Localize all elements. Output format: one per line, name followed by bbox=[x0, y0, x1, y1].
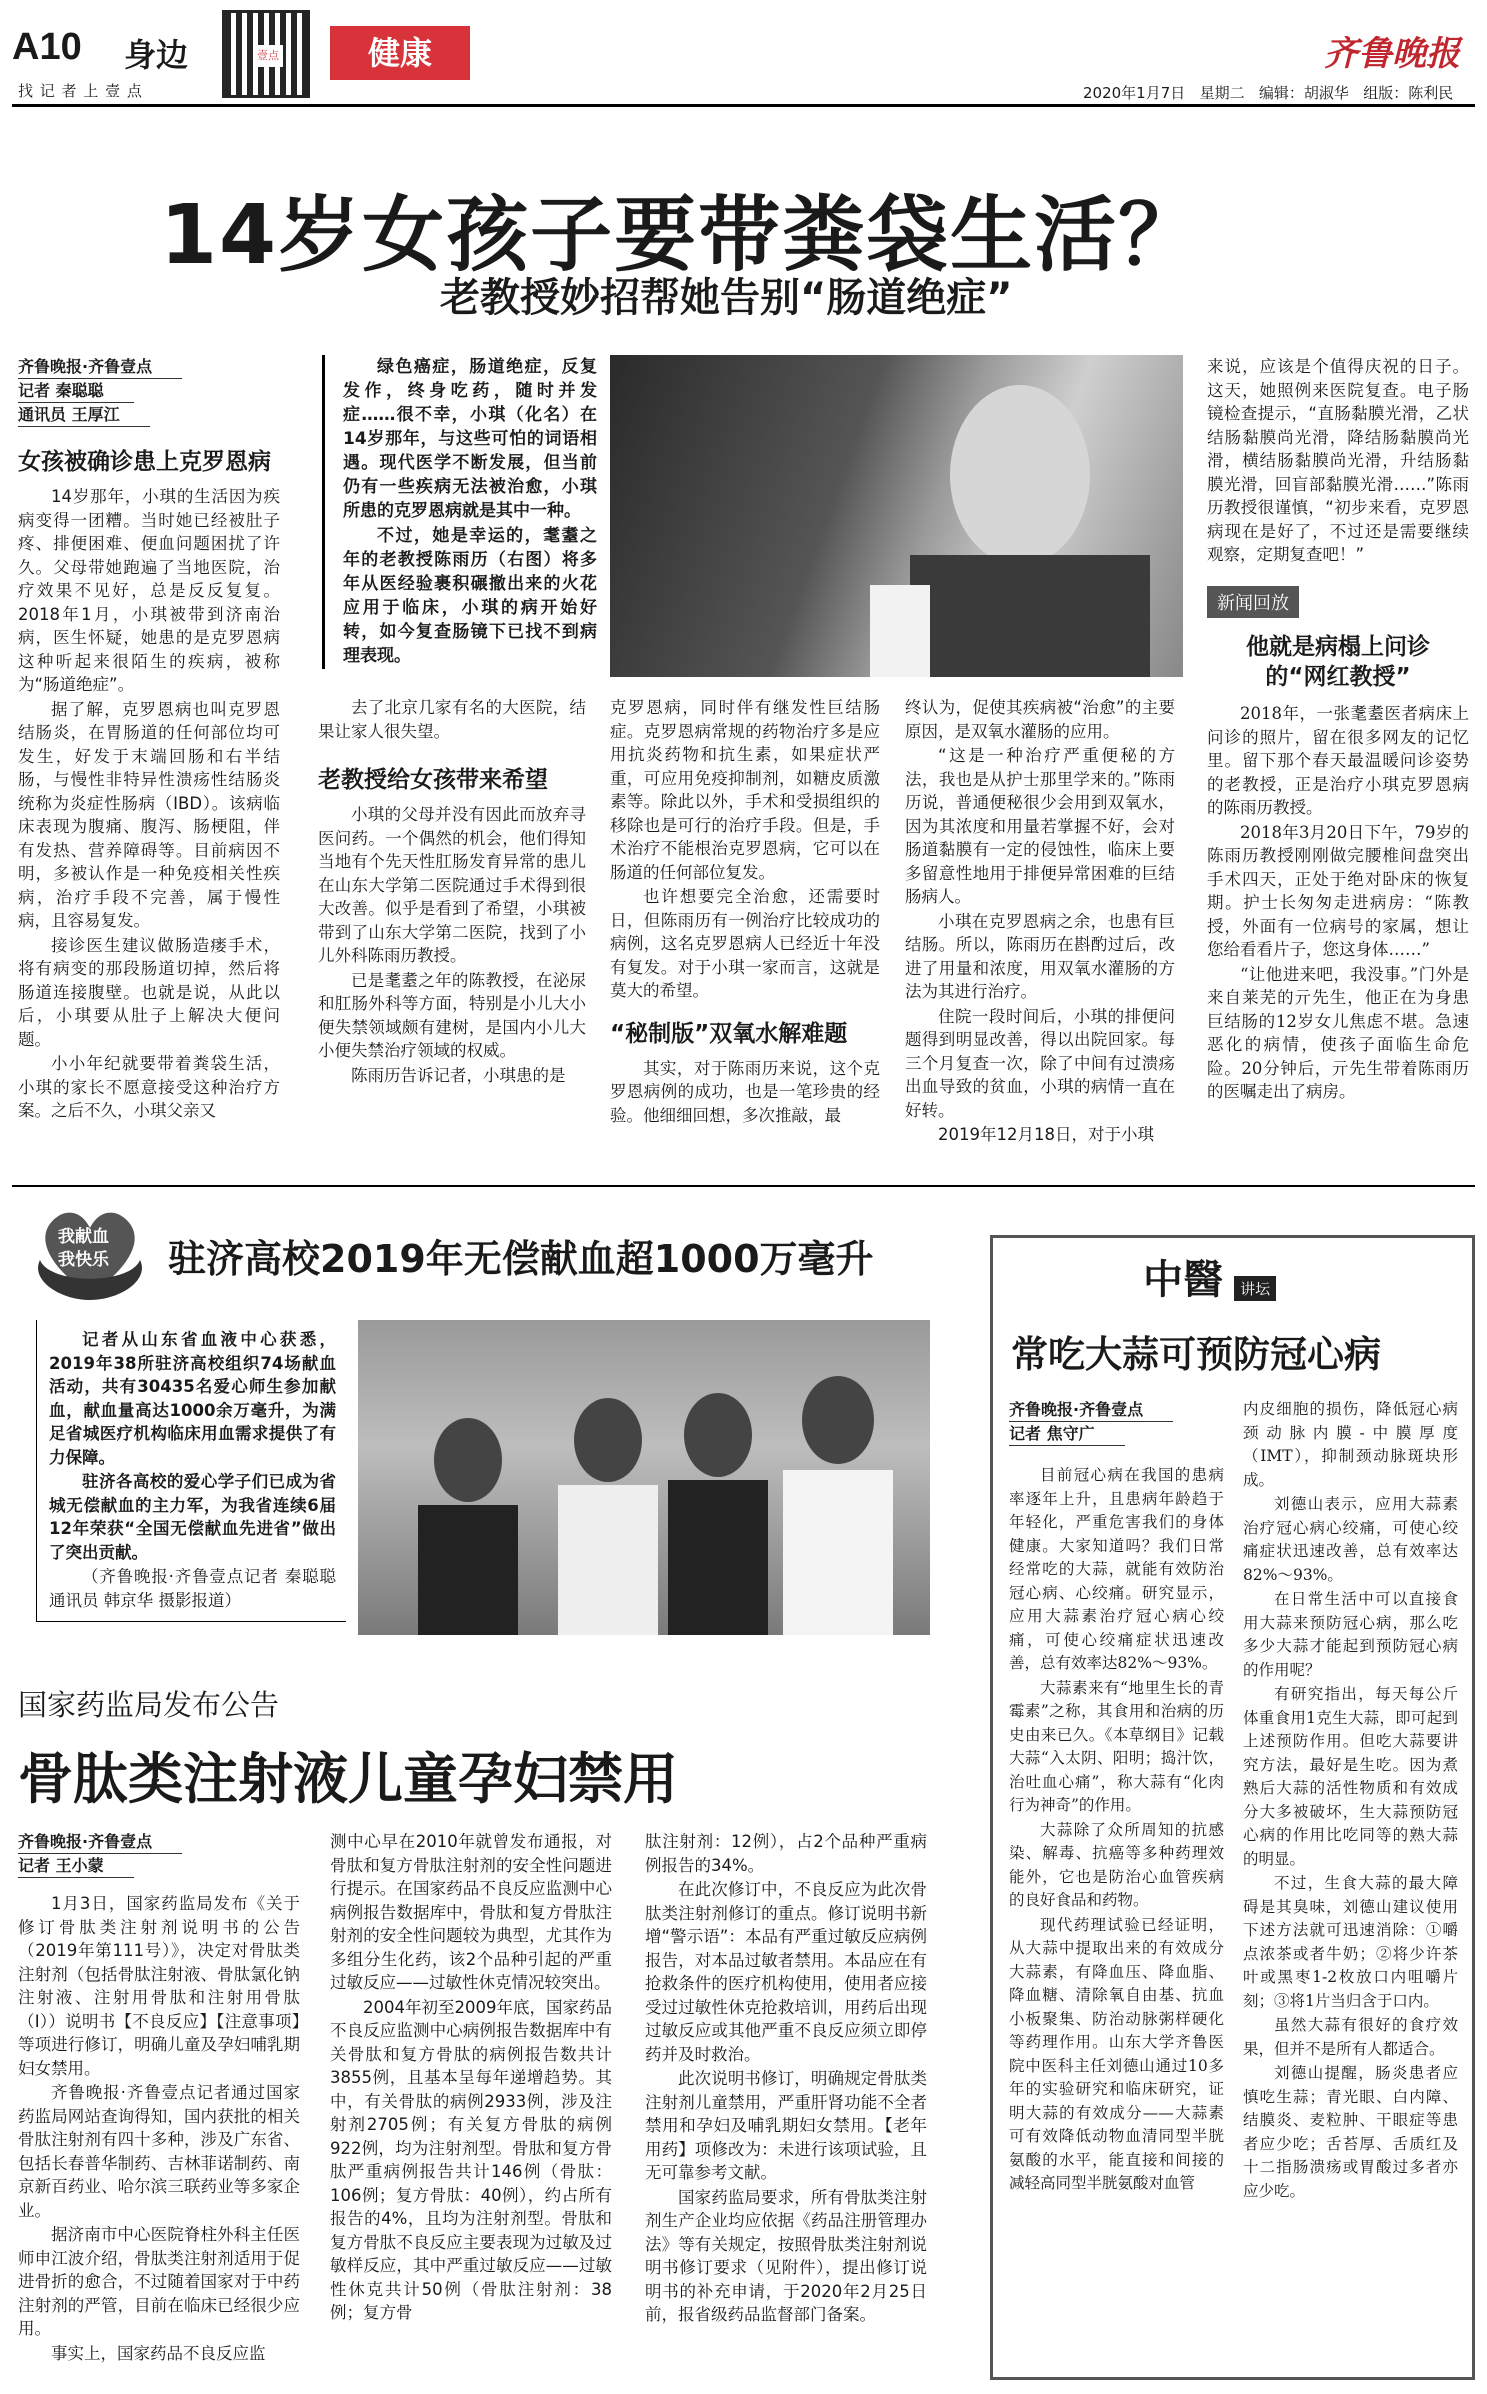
header-rule bbox=[12, 104, 1475, 107]
page-number: A10 bbox=[12, 26, 82, 68]
tcm-logo-sub: 讲坛 bbox=[1234, 1276, 1276, 1301]
tcm-logo-text: 中醫 bbox=[1143, 1256, 1223, 1303]
byline-line: 齐鲁晚报·齐鲁壹点 bbox=[1009, 1398, 1173, 1422]
paragraph: “这是一种治疗严重便秘的方法，我也是从护士那里学来的。”陈雨历说，普通便秘很少会用到双氧水，因为其浓度和用量若掌握不好，会对肠道黏膜有一定的侵蚀性，临床上要多留意性地用于排便异常困难的巨结肠病人。 bbox=[905, 746, 1175, 906]
paragraph: 有研究指出，每天每公斤体重食用1克生大蒜，即可起到上述预防作用。但吃大蒜要讲究方法，最好是生吃。因为煮熟后大蒜的活性物质和有效成分大多被破坏，生大蒜预防冠心病的作用比吃同等的熟大蒜的明显。 bbox=[1243, 1685, 1458, 1868]
garlic-col-a bbox=[1009, 1398, 1224, 2197]
qr-code-icon[interactable] bbox=[222, 10, 310, 98]
story1-col3 bbox=[610, 696, 880, 1128]
paragraph: 2004年初至2009年底，国家药品不良反应监测中心病例报告数据库中有关骨肽和复方骨肽的病例报告数共计3855例，且基本呈每年递增趋势。其中，有关骨肽的病例2933例，涉及注射剂2705例；有关复方骨肽的病例922例，均为注射剂型。骨肽和复方骨肽严重病例报告共计146例（骨肽：106例；复方骨肽：40例），约占所有报告的4%，且均为注射剂型。骨肽和复方骨肽不良反应主要表现为过敏及过敏样反应，其中严重过敏反应——过敏性休克共计50例（骨肽注射剂：38例；复方骨 bbox=[330, 1997, 612, 2322]
story1-subhead-2: 老教授给女孩带来希望 bbox=[318, 767, 548, 793]
paragraph: 已是耄耋之年的陈教授，在泌尿和肛肠外科等方面，特别是小儿大小便失禁领域颇有建树，是国内小儿大小便失禁治疗领域的权威。 bbox=[318, 970, 586, 1060]
byline-line: 记者 王小蒙 bbox=[18, 1854, 134, 1878]
byline-line: 齐鲁晚报·齐鲁壹点 bbox=[18, 355, 182, 379]
paragraph: 在此次修订中，不良反应为此次骨肽类注射剂修订的重点。修订说明书新增“警示语”：本品有严重过敏反应病例报告，对本品过敏者禁用。本品应在有抢救条件的医疗机构使用，使用者应接受过过敏性休克抢救培训，用药后出现过敏反应或其他严重不良反应须立即停药并及时救治。 bbox=[645, 1880, 927, 2064]
blood-headline: 驻济高校2019年无偿献血超1000万毫升 bbox=[168, 1237, 874, 1281]
story1-subhead-1: 女孩被确诊患上克罗恩病 bbox=[18, 449, 271, 475]
page-header bbox=[0, 0, 1487, 112]
badge-line-1: 我献血 bbox=[58, 1227, 109, 1247]
paragraph: 虽然大蒜有很好的食疗效果，但并不是所有人都适合。 bbox=[1243, 2016, 1458, 2058]
paragraph: 刘德山提醒，肠炎患者应慎吃生蒜；青光眼、白内障、结膜炎、麦粒肿、干眼症等患者应少吃；舌苔厚、舌质红及十二指肠溃疡或胃酸过多者亦应少吃。 bbox=[1243, 2064, 1458, 2200]
blood-lead bbox=[36, 1320, 346, 1622]
paragraph: 据济南市中心医院脊柱外科主任医师申江波介绍，骨肽类注射剂适用于促进骨折的愈合，不过随着国家对于中药注射剂的严管，目前在临床已经很少应用。 bbox=[18, 2225, 300, 2338]
meta-date: 2020年1月7日 bbox=[1083, 84, 1186, 102]
paragraph: 接诊医生建议做肠造瘘手术，将有病变的那段肠道切掉，然后将肠道连接腹壁。也就是说，从此以后，小琪要从肚子上解决大便问题。 bbox=[18, 935, 280, 1049]
lead-paragraph: 记者从山东省血液中心获悉，2019年38所驻济高校组织74场献血活动，共有30435名爱心师生参加献血，献血量高达1000余万毫升，为满足省城医疗机构临床用血需求提供了有力保障。 bbox=[49, 1330, 336, 1467]
meta-weekday: 星期二 bbox=[1199, 84, 1245, 102]
students-photo bbox=[358, 1320, 930, 1635]
photo-credit: （齐鲁晚报·齐鲁壹点记者 秦聪聪 通讯员 韩京华 摄影报道） bbox=[49, 1567, 336, 1610]
paragraph: 在日常生活中可以直接食用大蒜来预防冠心病，那么吃多少大蒜才能起到预防冠心病的作用呢？ bbox=[1243, 1590, 1458, 1679]
paragraph: 不过，生食大蒜的最大障碍是其臭味，刘德山建议使用下述方法就可迅速消除：①嚼点浓茶或者牛奶；②将少许茶叶或黑枣1-2枚放口内咀嚼片刻；③将1片当归含于口内。 bbox=[1243, 1874, 1458, 2010]
garlic-col-b bbox=[1243, 1398, 1458, 2204]
paragraph: 住院一段时间后，小琪的排便问题得到明显改善，得以出院回家。每三个月复查一次，除了中间有过溃疡出血导致的贫血，小琪的病情一直在好转。 bbox=[905, 1006, 1175, 1120]
story1-col4 bbox=[905, 696, 1175, 1148]
story1-lead bbox=[322, 355, 597, 669]
lead-paragraph: 驻济各高校的爱心学子们已成为省城无偿献血的主力军，为我省连续6届12年荣获“全国无偿献血先进省”做出了突出贡献。 bbox=[49, 1472, 336, 1562]
story1-subtitle: 老教授妙招帮她告别“肠道绝症” bbox=[440, 275, 1013, 321]
paragraph: 齐鲁晚报·齐鲁壹点记者通过国家药监局网站查询得知，国内获批的相关骨肽注射剂有四十多种，涉及广东省、包括长春普华制药、吉林菲诺制药、南京新百药业、哈尔滨三联药业等多家企业。 bbox=[18, 2083, 300, 2220]
paragraph: 其实，对于陈雨历来说，这个克罗恩病例的成功，也是一笔珍贵的经验。他细细回想，多次推敲，最 bbox=[610, 1058, 880, 1125]
byline-line: 记者 焦守广 bbox=[1009, 1422, 1125, 1446]
students-group-icon bbox=[358, 1320, 930, 1635]
channel-label: 健康 bbox=[367, 34, 432, 72]
meta-editor: 编辑：胡淑华 bbox=[1258, 84, 1349, 102]
paragraph: 刘德山表示，应用大蒜素治疗冠心病心绞痛，可使心绞痛症状迅速改善，总有效率达82%～93%。 bbox=[1243, 1495, 1458, 1584]
paragraph: 目前冠心病在我国的患病率逐年上升，且患病年龄趋于年轻化，严重危害我们的身体健康。大家知道吗？我们日常经常吃的大蒜，就能有效防治冠心病、心绞痛。研究显示，应用大蒜素治疗冠心病心绞痛，可使心绞痛症状迅速改善，总有效率达82%～93%。 bbox=[1009, 1466, 1224, 1672]
paragraph: 现代药理试验已经证明，从大蒜中提取出来的有效成分大蒜素，有降血压、降血脂、降血糖、清除氧自由基、抗血小板聚集、防治动脉粥样硬化等药理作用。山东大学齐鲁医院中医科主任刘德山通过10多年的实验研究和临床研究，证明大蒜的有效成分——大蒜素可有效降低动物血清同型半胱氨酸的水平，能直接和间接的减轻高同型半胱氨酸对血管 bbox=[1009, 1915, 1224, 2192]
badge-line-2: 我快乐 bbox=[58, 1250, 109, 1270]
story1-col5 bbox=[1207, 355, 1469, 568]
paragraph: 测中心早在2010年就曾发布通报，对骨肽和复方骨肽注射剂的安全性问题进行提示。在国家药品不良反应监测中心病例报告数据库中，骨肽和复方骨肽注射剂的安全性问题较为典型，尤其作为多组分生化药，该2个品种引起的严重过敏反应——过敏性休克情况较突出。 bbox=[330, 1832, 612, 1992]
byline-line: 记者 秦聪聪 bbox=[18, 379, 134, 403]
lead-paragraph: 绿色癌症，肠道绝症，反复发作，终身吃药，随时并发症……很不幸，小琪（化名）在14岁那年，与这些可怕的词语相遇。现代医学不断发展，但当前仍有一些疾病无法被治愈，小琪所患的克罗恩病就是其中一种。 bbox=[343, 357, 597, 521]
paragraph: 国家药监局要求，所有骨肽类注射剂生产企业均应依据《药品注册管理办法》等有关规定，按照骨肽类注射剂说明书修订要求（见附件），提出修订说明书的补充申请，于2020年2月25日前，报省级药品监督部门备案。 bbox=[645, 2187, 927, 2324]
tcm-forum-box bbox=[990, 1235, 1475, 2380]
paragraph: 去了北京几家有名的大医院，结果让家人很失望。 bbox=[318, 698, 586, 741]
news-review-title: 他就是病榻上问诊的“网红教授” bbox=[1246, 634, 1430, 690]
paragraph: 终认为，促使其疾病被“治愈”的主要原因，是双氧水灌肠的应用。 bbox=[905, 698, 1175, 741]
lead-paragraph: 不过，她是幸运的，耄耋之年的老教授陈雨历（右图）将多年从医经验裹积碾撤出来的火花应用于临床，小琪的病开始好转，如今复查肠镜下已找不到病理表现。 bbox=[343, 526, 597, 666]
paragraph: 陈雨历告诉记者，小琪患的是 bbox=[351, 1065, 566, 1085]
section-name: 身边 bbox=[124, 36, 189, 74]
garlic-headline: 常吃大蒜可预防冠心病 bbox=[1011, 1333, 1381, 1376]
paragraph: 内皮细胞的损伤，降低冠心病颈动脉内膜-中膜厚度（IMT），抑制颈动脉斑块形成。 bbox=[1243, 1400, 1458, 1489]
garlic-byline bbox=[1009, 1398, 1224, 1446]
drug-col-a bbox=[18, 1830, 300, 2366]
paragraph: 来说，应该是个值得庆祝的日子。这天，她照例来医院复查。电子肠镜检查提示，“直肠黏膜光滑，乙状结肠黏膜尚光滑，降结肠黏膜尚光滑，横结肠黏膜尚光滑，升结肠黏膜光滑，回盲部黏膜光滑……”陈雨历教授很谨慎，“初步来看，克罗恩病现在是好了，不过还是需要继续观察，定期复查吧！” bbox=[1207, 357, 1469, 564]
paragraph: 2019年12月18日，对于小琪 bbox=[938, 1125, 1154, 1144]
header-meta bbox=[1083, 82, 1453, 103]
news-review-box bbox=[1207, 586, 1469, 1105]
paragraph: 2018年，一张耄耋医者病床上问诊的照片，留在很多网友的记忆里。留下那个春天最温暖问诊姿势的老教授，正是治疗小琪克罗恩病的陈雨历教授。 bbox=[1207, 704, 1469, 817]
paragraph: 14岁那年，小琪的生活因为疾病变得一团糟。当时她已经被肚子疼、排便困难、便血问题困扰了许久。父母带她跑遍了当地医院，治疗效果不见好，总是反反复复。2018年1月，小琪被带到济南治病，医生怀疑，她患的是克罗恩病这种听起来很陌生的疾病，被称为“肠道绝症”。 bbox=[18, 487, 280, 694]
meta-designer: 组版：陈利民 bbox=[1363, 84, 1454, 102]
blood-heart-badge bbox=[30, 1200, 150, 1305]
story1-subhead-3: “秘制版”双氧水解难题 bbox=[610, 1020, 848, 1047]
qr-label: 壹点 bbox=[253, 45, 283, 67]
paragraph: 2018年3月20日下午，79岁的陈雨历教授刚刚做完腰椎间盘突出手术四天，正处于绝对卧床的恢复期。护士长匆匆走进病房：“陈教授，外面有一位病号的家属，想让您给看看片子，您这身体……” bbox=[1207, 822, 1469, 959]
channel-tag bbox=[330, 26, 470, 80]
news-review-tag: 新闻回放 bbox=[1207, 586, 1299, 618]
story1-headline: 14岁女孩子要带粪袋生活？ bbox=[160, 188, 1203, 283]
professor-portrait-icon bbox=[610, 355, 1183, 677]
drug-col-c bbox=[645, 1830, 927, 2328]
paragraph: 克罗恩病，同时伴有继发性巨结肠症。克罗恩病常规的药物治疗多是应用抗炎药物和抗生素，如果症状严重，可应用免疫抑制剂，如糖皮质激素等。除此以外，手术和受损组织的移除也是可行的治疗手段。但是，手术治疗不能根治克罗恩病，它可以在肠道的任何部位复发。 bbox=[610, 698, 880, 882]
paragraph: 此次说明书修订，明确规定骨肽类注射剂儿童禁用，严重肝肾功能不全者禁用和孕妇及哺乳期妇女禁用。【老年用药】项修改为：未进行该项试验，且无可靠参考文献。 bbox=[645, 2069, 927, 2182]
paragraph: 肽注射剂：12例），占2个品种严重病例报告的34%。 bbox=[645, 1832, 927, 1875]
paragraph: 小琪在克罗恩病之余，也患有巨结肠。所以，陈雨历在斟酌过后，改进了用量和浓度，用双氧水灌肠的方法为其进行治疗。 bbox=[905, 911, 1175, 1001]
paragraph: 也许想要完全治愈，还需要时日，但陈雨历有一例治疗比较成功的病例，这名克罗恩病人已经近十年没有复发。对于小琪一家而言，这就是莫大的希望。 bbox=[610, 887, 880, 1000]
paragraph: 小琪的父母并没有因此而放弃寻医问药。一个偶然的机会，他们得知当地有个先天性肛肠发育异常的患儿在山东大学第二医院通过手术得到很大改善。似乎是看到了希望，小琪被带到了山东大学第二医院，找到了小儿外科陈雨历教授。 bbox=[318, 805, 586, 965]
paragraph: 事实上，国家药品不良反应监 bbox=[51, 2343, 266, 2363]
drug-byline bbox=[18, 1830, 300, 1878]
drug-headline: 骨肽类注射液儿童孕妇禁用 bbox=[18, 1747, 679, 1811]
paragraph: 小小年纪就要带着粪袋生活，小琪的家长不愿意接受这种治疗方案。之后不久，小琪父亲又 bbox=[18, 1054, 280, 1120]
drug-kicker: 国家药监局发布公告 bbox=[18, 1688, 280, 1722]
drug-col-b bbox=[330, 1830, 612, 2326]
paragraph: “让他进来吧，我没事。”门外是来自莱芜的亓先生，他正在为身患巨结肠的12岁女儿焦虑不堪。急速恶化的病情，使孩子面临生命危险。20分钟后，亓先生带着陈雨历的医嘱走出了病房。 bbox=[1207, 964, 1469, 1101]
story1-col2 bbox=[318, 696, 586, 1088]
tcm-logo bbox=[1143, 1248, 1323, 1308]
byline-line: 齐鲁晚报·齐鲁壹点 bbox=[18, 1830, 182, 1854]
paragraph: 大蒜素来有“地里生长的青霉素”之称，其食用和治病的历史由来已久。《本草纲目》记载大蒜“入太阴、阳明；捣汁饮，治吐血心痛”，称大蒜有“化肉行为神奇”的作用。 bbox=[1009, 1678, 1224, 1814]
byline-line: 通讯员 王厚江 bbox=[18, 403, 150, 427]
professor-photo bbox=[610, 355, 1183, 677]
section-divider bbox=[12, 1185, 1475, 1187]
paper-logo: 齐鲁晚报 bbox=[1324, 34, 1460, 74]
paragraph: 据了解，克罗恩病也叫克罗恩结肠炎，在胃肠道的任何部位均可发生，好发于末端回肠和右半结肠，与慢性非特异性溃疡性结肠炎统称为炎症性肠病（IBD）。该病临床表现为腹痛、腹泻、肠梗阻，伴有发热、营养障碍等。目前病因不明，多被认作是一种免疫相关性疾病，治疗手段不完善，属于慢性病，且容易复发。 bbox=[18, 699, 280, 930]
story1-col1 bbox=[18, 355, 280, 1124]
header-slogan: 找 记 者 上 壹 点 bbox=[18, 82, 143, 100]
paragraph: 1月3日，国家药监局发布《关于修订骨肽类注射剂说明书的公告（2019年第111号）》，决定对骨肽类注射剂（包括骨肽注射液、骨肽氯化钠注射液、注射用骨肽和注射用骨肽（Ⅰ））说明书【不良反应】【注意事项】等项进行修订，明确儿童及孕妇哺乳期妇女禁用。 bbox=[18, 1894, 300, 2078]
story1-byline bbox=[18, 355, 280, 427]
paragraph: 大蒜除了众所周知的抗感染、解毒、抗癌等多种药理效能外，它也是防治心血管疾病的良好食品和药物。 bbox=[1009, 1820, 1224, 1909]
